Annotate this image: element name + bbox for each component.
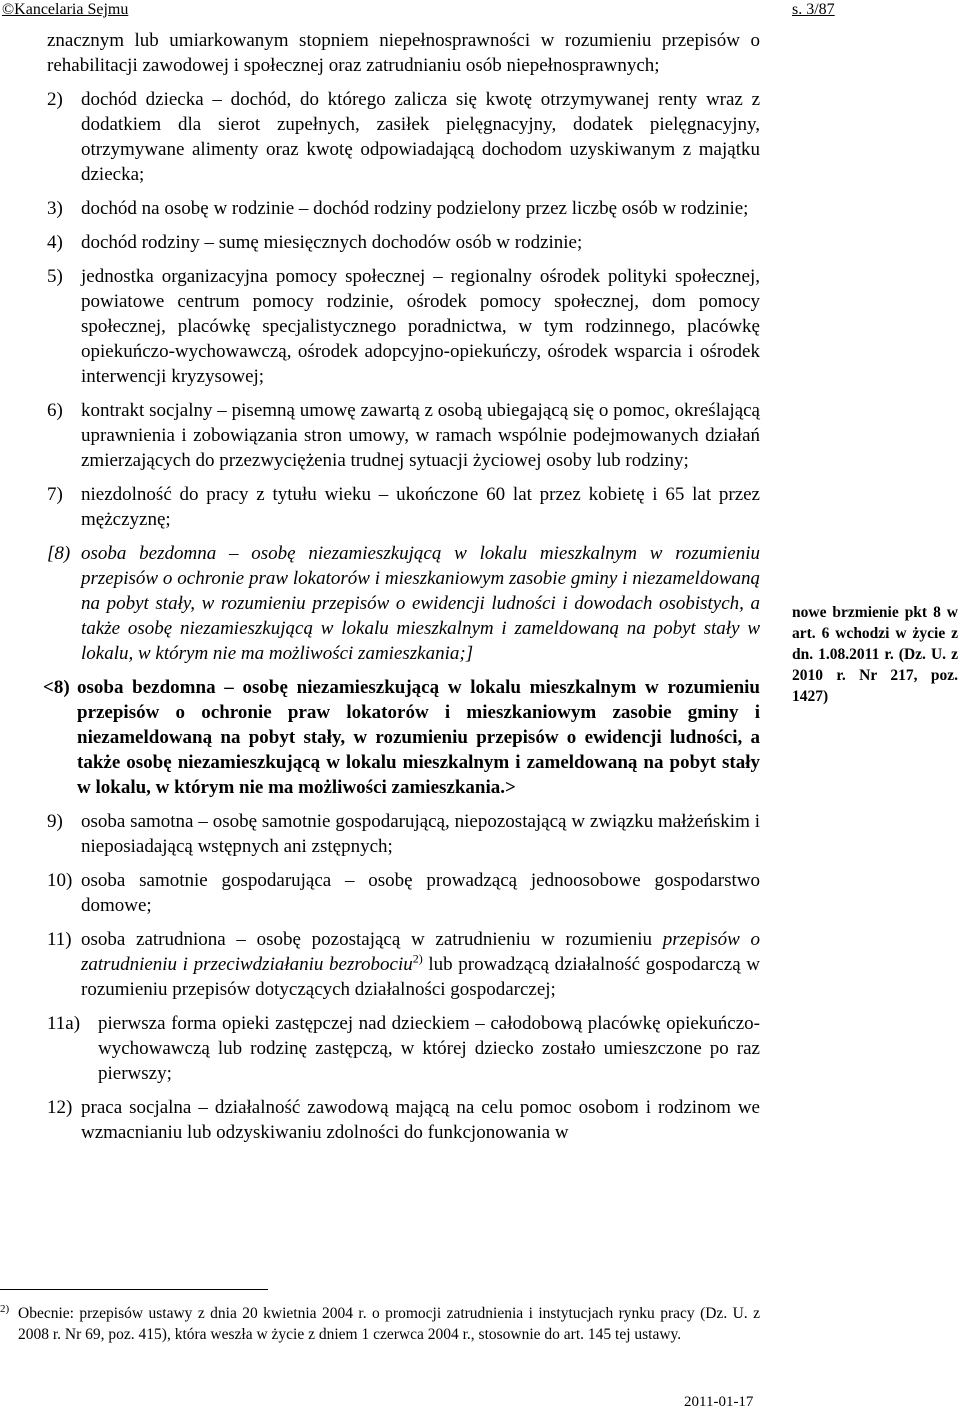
item-text: dochód rodziny – sumę miesięcznych dochodów osób w rodzinie; <box>81 232 583 253</box>
item-number: 7) <box>47 484 63 505</box>
footnote-divider <box>0 1289 268 1290</box>
list-item-8-new <box>43 675 760 800</box>
item-number: 6) <box>47 400 63 421</box>
item-text: dochód na osobę w rodzinie – dochód rodziny podzielony przez liczbę osób w rodzinie; <box>81 198 749 219</box>
item-number: 12) <box>47 1097 73 1118</box>
list-item-9 <box>47 809 760 859</box>
item-text: osoba bezdomna – osobę niezamieszkującą w lokalu mieszkalnym w rozumieniu przepisów o ochronie praw lokatorów i mieszkaniowym zasobie gminy i niezameldowaną na pobyt stały, w rozumieniu przepisów o ewidencji ludności i dowodach osobistych, a także osobę niezamieszkującą w lokalu mieszkalnym i zameldowaną na pobyt stały w lokalu, w którym nie ma możliwości zamieszkania;] <box>81 543 760 664</box>
item-text: dochód dziecka – dochód, do którego zalicza się kwotę otrzymywanej renty wraz z dodatkiem dla sierot zupełnych, zasiłek pielęgnacyjny, dodatek pielęgnacyjny, otrzymywane alimenty oraz kwotę odpowiadającą dochodom uzyskiwanym z majątku dziecka; <box>81 89 760 185</box>
item-number: <8) <box>43 677 70 698</box>
article-body <box>43 28 760 1145</box>
item-number: 2) <box>47 89 63 110</box>
item-number: 5) <box>47 266 63 287</box>
header-page-number[interactable]: s. 3/87 <box>792 1 835 18</box>
item-text: osoba samotnie gospodarująca – osobę prowadzącą jednoosobowe gospodarstwo domowe; <box>81 870 760 916</box>
footer-date: 2011-01-17 <box>684 1394 754 1410</box>
footnote-reference[interactable]: 2) <box>412 951 423 966</box>
list-item-3 <box>47 196 760 221</box>
list-item-10 <box>47 868 760 918</box>
item-number: 11) <box>47 929 72 950</box>
item-text: praca socjalna – działalność zawodową mającą na celu pomoc osobom i rodzinom we wzmacnianiu lub odzyskiwaniu zdolności do funkcjonowania w <box>81 1097 760 1143</box>
item-number: 4) <box>47 232 63 253</box>
item-number: [8) <box>47 543 71 564</box>
list-item-12 <box>47 1095 760 1145</box>
list-item-11 <box>47 927 760 1002</box>
side-note: nowe brzmienie pkt 8 w art. 6 wchodzi w życie z dn. 1.08.2011 r. (Dz. U. z 2010 r. Nr 217, poz. 1427) <box>792 604 958 705</box>
list-item-11a <box>47 1011 760 1086</box>
item-text: osoba samotna – osobę samotnie gospodarującą, niepozostającą w związku małżeńskim i nieposiadającą wstępnych ani zstępnych; <box>81 811 760 857</box>
item-text: jednostka organizacyjna pomocy społecznej – regionalny ośrodek polityki społecznej, powiatowe centrum pomocy rodzinie, ośrodek pomocy społecznej, dom pomocy społecznej, placówkę specjalistycznego poradnictwa, w tym rodzinnego, placówkę opiekuńczo-wychowawczą, ośrodek adopcyjno-opiekuńczy, ośrodek wsparcia i ośrodek interwencji kryzysowej; <box>81 266 760 387</box>
footnote-mark: 2) <box>0 1303 10 1315</box>
italic-act-reference: przepisów o zatrudnieniu i przeciwdziałaniu bezrobociu <box>81 929 760 975</box>
item-text: kontrakt socjalny – pisemną umowę zawartą z osobą ubiegającą się o pomoc, określającą uprawnienia i zobowiązania stron umowy, w ramach wspólnie podejmowanych działań zmierzających do przezwyciężenia trudnej sytuacji życiowej osoby lub rodziny; <box>81 400 760 471</box>
item-number: 3) <box>47 198 63 219</box>
continuation-text: znacznym lub umiarkowanym stopniem niepełnosprawności w rozumieniu przepisów o rehabilitacji zawodowej i społecznej oraz zatrudnianiu osób niepełnosprawnych; <box>47 30 760 76</box>
list-item-6 <box>47 398 760 473</box>
item-text <box>81 927 760 1002</box>
list-item-8-old <box>47 541 760 666</box>
item-number: 11a) <box>47 1013 81 1034</box>
item-number: 9) <box>47 811 63 832</box>
item-text-end: lub prowadzącą działalność gospodarczą w rozumieniu przepisów dotyczących działalności gospodarczej; <box>81 954 760 1000</box>
item-text: osoba bezdomna – osobę niezamieszkującą w lokalu mieszkalnym w rozumieniu przepisów o ochronie praw lokatorów i mieszkaniowym zasobie gminy i niezameldowaną na pobyt stały, w rozumieniu przepisów o ewidencji ludności, a także osobę niezamieszkującą w lokalu mieszkalnym i zameldowaną na pobyt stały w lokalu, w którym nie ma możliwości zamieszkania.> <box>77 677 760 798</box>
list-item-5 <box>47 264 760 389</box>
list-item-4 <box>47 230 760 255</box>
header-source-link[interactable]: ©Kancelaria Sejmu <box>2 1 129 18</box>
list-item-7 <box>47 482 760 532</box>
footnote <box>0 1303 760 1345</box>
item-text: pierwsza forma opieki zastępczej nad dzieckiem – całodobową placówkę opiekuńczo-wychowawczą lub rodzinę zastępczą, w której dziecko zostało umieszczone po raz pierwszy; <box>98 1013 760 1084</box>
list-item-2 <box>47 87 760 187</box>
item-text-start: osoba zatrudniona – osobę pozostającą w zatrudnieniu w rozumieniu <box>81 929 663 950</box>
footnote-text: Obecnie: przepisów ustawy z dnia 20 kwietnia 2004 r. o promocji zatrudnienia i instytucjach rynku pracy (Dz. U. z 2008 r. Nr 69, poz. 415), która weszła w życie z dniem 1 czerwca 2004 r., stosownie do art. 145 tej ustawy. <box>18 1305 760 1343</box>
item-text: niezdolność do pracy z tytułu wieku – ukończone 60 lat przez kobietę i 65 lat przez mężczyznę; <box>81 484 760 530</box>
item-number: 10) <box>47 870 73 891</box>
